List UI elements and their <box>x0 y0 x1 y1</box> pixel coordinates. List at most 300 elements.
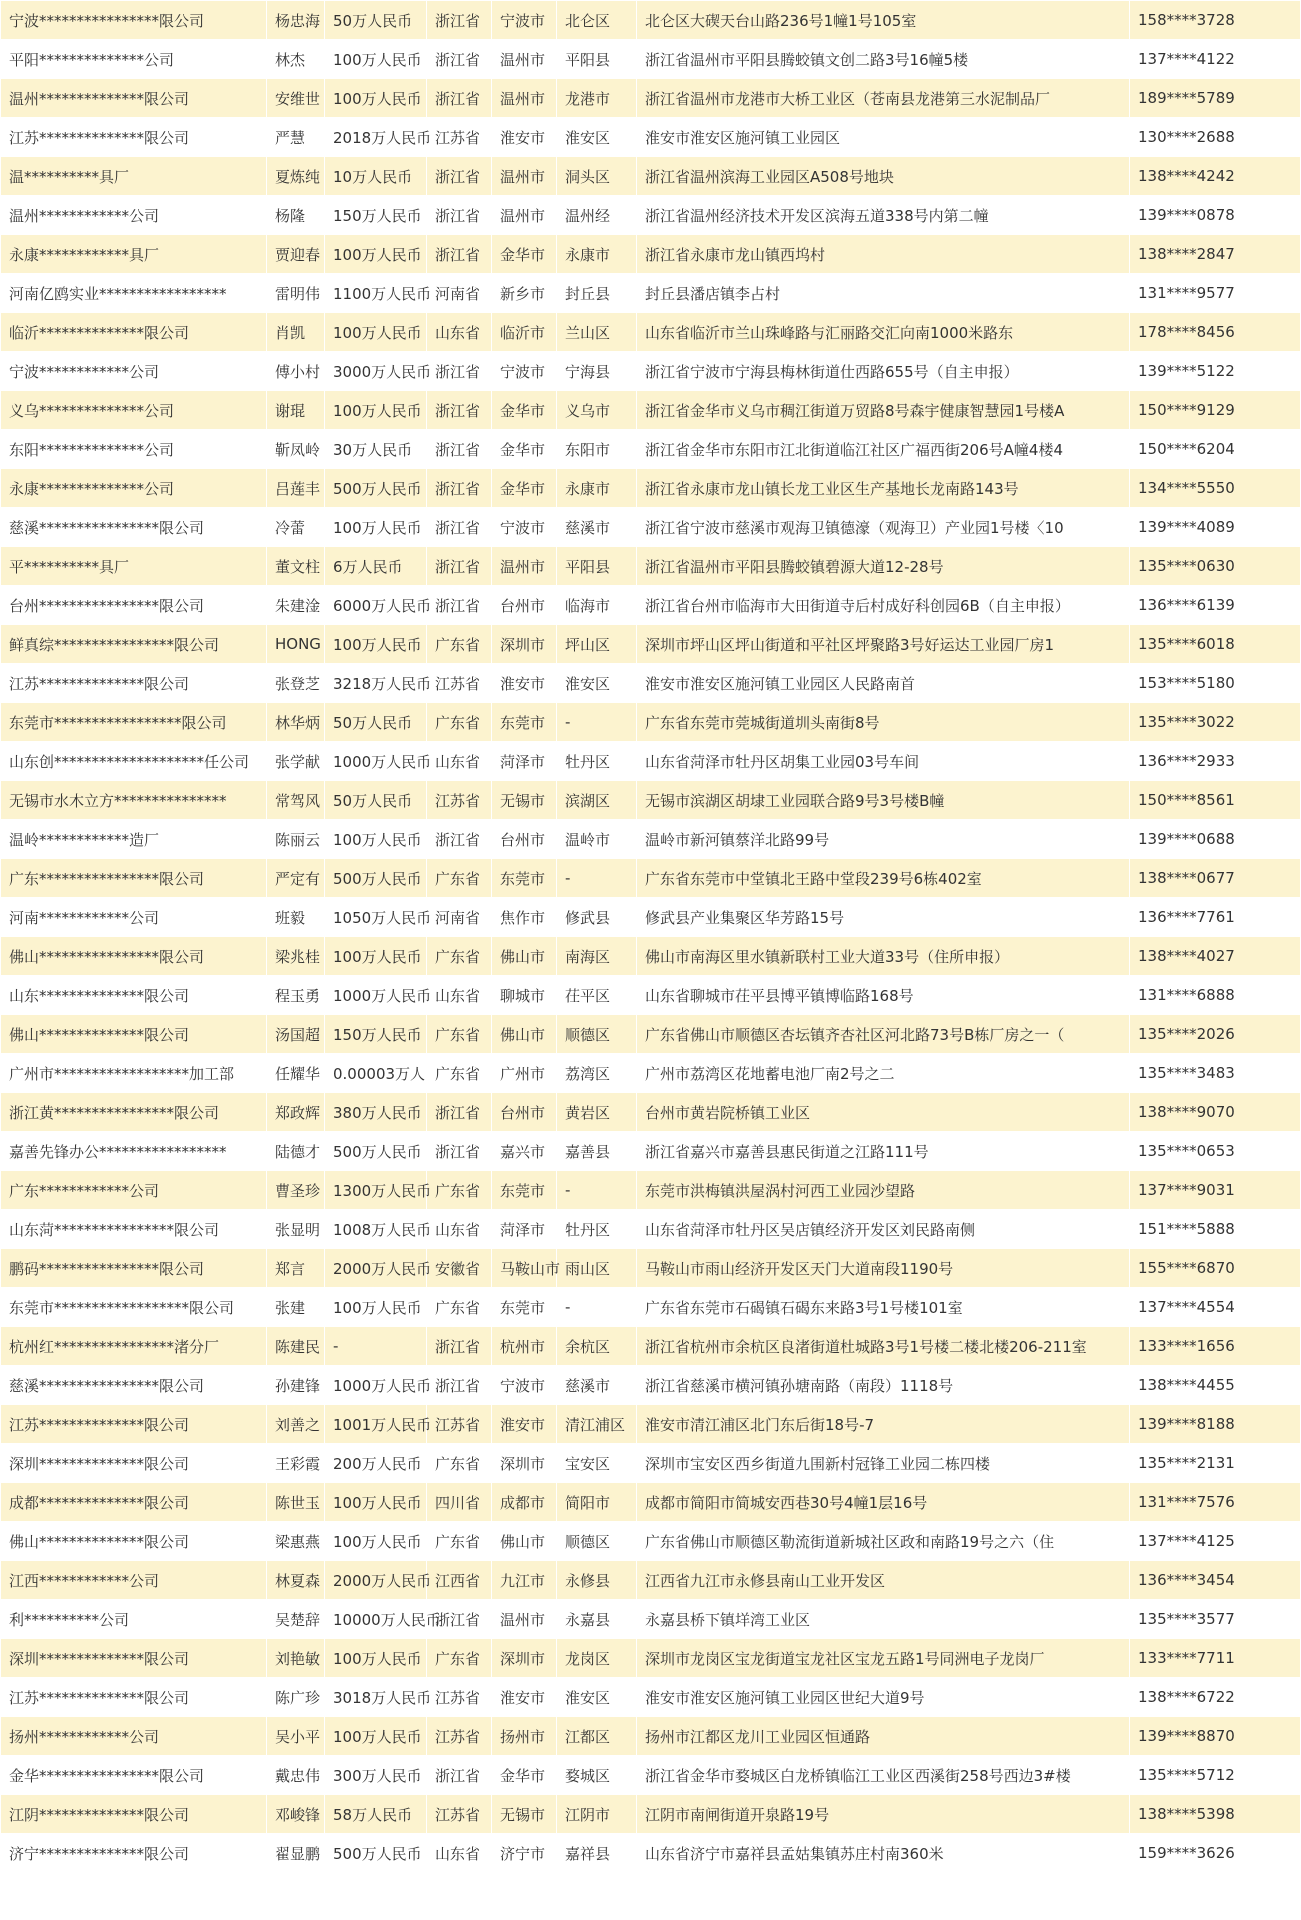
table-row <box>1 1015 1301 1054</box>
address-cell: 广东省东莞市中堂镇北王路中堂段239号6栋402室 <box>637 859 1130 898</box>
table-row <box>1 1444 1301 1483</box>
company-name-cell: 鹏码****************限公司 <box>1 1249 267 1288</box>
company-name-cell: 慈溪****************限公司 <box>1 1366 267 1405</box>
company-name-cell: 温州**************限公司 <box>1 79 267 118</box>
district-cell: 黄岩区 <box>557 1093 637 1132</box>
phone-cell: 134****5550 <box>1130 469 1301 508</box>
contact-name-cell: 郑言 <box>267 1249 325 1288</box>
company-name-cell: 江苏**************限公司 <box>1 664 267 703</box>
province-cell: 江西省 <box>427 1561 492 1600</box>
contact-name-cell: 冷蕾 <box>267 508 325 547</box>
company-name-cell: 临沂**************限公司 <box>1 313 267 352</box>
contact-name-cell: 孙建锋 <box>267 1366 325 1405</box>
company-name-cell: 山东**************限公司 <box>1 976 267 1015</box>
phone-cell: 138****4455 <box>1130 1366 1301 1405</box>
company-name-cell: 佛山****************限公司 <box>1 937 267 976</box>
province-cell: 浙江省 <box>427 79 492 118</box>
company-name-cell: 佛山**************限公司 <box>1 1015 267 1054</box>
phone-cell: 130****2688 <box>1130 118 1301 157</box>
table-row <box>1 703 1301 742</box>
company-name-cell: 台州****************限公司 <box>1 586 267 625</box>
contact-name-cell: 张显明 <box>267 1210 325 1249</box>
contact-name-cell: 曹圣珍 <box>267 1171 325 1210</box>
table-row <box>1 1834 1301 1873</box>
table-row <box>1 1210 1301 1249</box>
phone-cell: 158****3728 <box>1130 1 1301 40</box>
city-cell: 佛山市 <box>492 1015 557 1054</box>
contact-name-cell: 林杰 <box>267 40 325 79</box>
company-name-cell: 河南************公司 <box>1 898 267 937</box>
address-cell: 佛山市南海区里水镇新联村工业大道33号（住所申报） <box>637 937 1130 976</box>
province-cell: 山东省 <box>427 742 492 781</box>
company-name-cell: 杭州红****************渚分厂 <box>1 1327 267 1366</box>
table-row <box>1 469 1301 508</box>
company-name-cell: 山东创********************任公司 <box>1 742 267 781</box>
company-name-cell: 扬州************公司 <box>1 1717 267 1756</box>
phone-cell: 135****2026 <box>1130 1015 1301 1054</box>
district-cell: 修武县 <box>557 898 637 937</box>
phone-cell: 178****8456 <box>1130 313 1301 352</box>
district-cell: 荔湾区 <box>557 1054 637 1093</box>
phone-cell: 138****9070 <box>1130 1093 1301 1132</box>
company-name-cell: 济宁**************限公司 <box>1 1834 267 1873</box>
phone-cell: 139****4089 <box>1130 508 1301 547</box>
company-name-cell: 广东****************限公司 <box>1 859 267 898</box>
province-cell: 浙江省 <box>427 1 492 40</box>
phone-cell: 137****9031 <box>1130 1171 1301 1210</box>
company-name-cell: 浙江黄****************限公司 <box>1 1093 267 1132</box>
company-name-cell: 平阳**************公司 <box>1 40 267 79</box>
city-cell: 金华市 <box>492 1756 557 1795</box>
province-cell: 广东省 <box>427 1639 492 1678</box>
district-cell: 温州经 <box>557 196 637 235</box>
contact-name-cell: 张登芝 <box>267 664 325 703</box>
registered-capital-cell: 50万人民币 <box>325 1 427 40</box>
contact-name-cell: 吴楚辞 <box>267 1600 325 1639</box>
company-name-cell: 成都**************限公司 <box>1 1483 267 1522</box>
table-row <box>1 1795 1301 1834</box>
contact-name-cell: 张学献 <box>267 742 325 781</box>
city-cell: 宁波市 <box>492 1366 557 1405</box>
city-cell: 无锡市 <box>492 781 557 820</box>
address-cell: 浙江省金华市义乌市稠江街道万贸路8号森宇健康智慧园1号楼A <box>637 391 1130 430</box>
phone-cell: 135****5712 <box>1130 1756 1301 1795</box>
district-cell: 茌平区 <box>557 976 637 1015</box>
city-cell: 临沂市 <box>492 313 557 352</box>
city-cell: 金华市 <box>492 469 557 508</box>
contact-name-cell: 贾迎春 <box>267 235 325 274</box>
table-row <box>1 508 1301 547</box>
district-cell: 江阴市 <box>557 1795 637 1834</box>
contact-name-cell: 朱建淦 <box>267 586 325 625</box>
registered-capital-cell: 100万人民币 <box>325 1288 427 1327</box>
registered-capital-cell: 100万人民币 <box>325 313 427 352</box>
table-row <box>1 1561 1301 1600</box>
contact-name-cell: HONG <box>267 625 325 664</box>
district-cell: 兰山区 <box>557 313 637 352</box>
city-cell: 温州市 <box>492 196 557 235</box>
table-row <box>1 1366 1301 1405</box>
table-row <box>1 1678 1301 1717</box>
province-cell: 江苏省 <box>427 1795 492 1834</box>
company-name-cell: 金华****************限公司 <box>1 1756 267 1795</box>
city-cell: 菏泽市 <box>492 742 557 781</box>
table-row <box>1 1522 1301 1561</box>
city-cell: 九江市 <box>492 1561 557 1600</box>
city-cell: 无锡市 <box>492 1795 557 1834</box>
phone-cell: 136****7761 <box>1130 898 1301 937</box>
city-cell: 广州市 <box>492 1054 557 1093</box>
phone-cell: 138****5398 <box>1130 1795 1301 1834</box>
phone-cell: 133****7711 <box>1130 1639 1301 1678</box>
contact-name-cell: 董文柱 <box>267 547 325 586</box>
contact-name-cell: 吴小平 <box>267 1717 325 1756</box>
city-cell: 聊城市 <box>492 976 557 1015</box>
phone-cell: 136****2933 <box>1130 742 1301 781</box>
phone-cell: 189****5789 <box>1130 79 1301 118</box>
phone-cell: 137****4122 <box>1130 40 1301 79</box>
registered-capital-cell: 200万人民币 <box>325 1444 427 1483</box>
province-cell: 广东省 <box>427 703 492 742</box>
district-cell: 雨山区 <box>557 1249 637 1288</box>
address-cell: 广东省佛山市顺德区杏坛镇齐杏社区河北路73号B栋厂房之一（ <box>637 1015 1130 1054</box>
province-cell: 河南省 <box>427 274 492 313</box>
table-row <box>1 898 1301 937</box>
city-cell: 菏泽市 <box>492 1210 557 1249</box>
phone-cell: 137****4125 <box>1130 1522 1301 1561</box>
city-cell: 扬州市 <box>492 1717 557 1756</box>
province-cell: 广东省 <box>427 1444 492 1483</box>
table-row <box>1 1093 1301 1132</box>
table-row <box>1 313 1301 352</box>
registered-capital-cell: 0.00003万人 <box>325 1054 427 1093</box>
address-cell: 浙江省金华市东阳市江北街道临江社区广福西街206号A幢4楼4 <box>637 430 1130 469</box>
city-cell: 金华市 <box>492 235 557 274</box>
province-cell: 浙江省 <box>427 430 492 469</box>
contact-name-cell: 陈丽云 <box>267 820 325 859</box>
table-row <box>1 625 1301 664</box>
company-name-cell: 无锡市水木立方*************** <box>1 781 267 820</box>
phone-cell: 138****4242 <box>1130 157 1301 196</box>
phone-cell: 139****0878 <box>1130 196 1301 235</box>
contact-name-cell: 任耀华 <box>267 1054 325 1093</box>
company-name-cell: 温**********具厂 <box>1 157 267 196</box>
district-cell: 宝安区 <box>557 1444 637 1483</box>
contact-name-cell: 陆德才 <box>267 1132 325 1171</box>
district-cell: 婺城区 <box>557 1756 637 1795</box>
address-cell: 东莞市洪梅镇洪屋涡村河西工业园沙望路 <box>637 1171 1130 1210</box>
address-cell: 浙江省金华市婺城区白龙桥镇临江工业区西溪街258号西边3#楼 <box>637 1756 1130 1795</box>
company-name-cell: 宁波************公司 <box>1 352 267 391</box>
address-cell: 扬州市江都区龙川工业园区恒通路 <box>637 1717 1130 1756</box>
address-cell: 浙江省温州市龙港市大桥工业区（苍南县龙港第三水泥制品厂 <box>637 79 1130 118</box>
address-cell: 山东省菏泽市牡丹区胡集工业园03号车间 <box>637 742 1130 781</box>
registered-capital-cell: 100万人民币 <box>325 1522 427 1561</box>
address-cell: 修武县产业集聚区华芳路15号 <box>637 898 1130 937</box>
contact-name-cell: 严定有 <box>267 859 325 898</box>
address-cell: 江阴市南闸街道开泉路19号 <box>637 1795 1130 1834</box>
registered-capital-cell: 1008万人民币 <box>325 1210 427 1249</box>
phone-cell: 139****0688 <box>1130 820 1301 859</box>
contact-name-cell: 林夏森 <box>267 1561 325 1600</box>
city-cell: 淮安市 <box>492 1405 557 1444</box>
province-cell: 河南省 <box>427 898 492 937</box>
province-cell: 浙江省 <box>427 196 492 235</box>
province-cell: 广东省 <box>427 625 492 664</box>
contact-name-cell: 梁兆桂 <box>267 937 325 976</box>
registered-capital-cell: 500万人民币 <box>325 1132 427 1171</box>
registered-capital-cell: 500万人民币 <box>325 1834 427 1873</box>
district-cell: 滨湖区 <box>557 781 637 820</box>
address-cell: 浙江省宁波市慈溪市观海卫镇德濠（观海卫）产业园1号楼〈10 <box>637 508 1130 547</box>
table-row <box>1 976 1301 1015</box>
contact-name-cell: 严慧 <box>267 118 325 157</box>
address-cell: 浙江省永康市龙山镇长龙工业区生产基地长龙南路143号 <box>637 469 1130 508</box>
address-cell: 淮安市淮安区施河镇工业园区 <box>637 118 1130 157</box>
city-cell: 深圳市 <box>492 1444 557 1483</box>
district-cell: 平阳县 <box>557 40 637 79</box>
contact-name-cell: 杨隆 <box>267 196 325 235</box>
province-cell: 浙江省 <box>427 1132 492 1171</box>
table-row <box>1 937 1301 976</box>
province-cell: 江苏省 <box>427 1678 492 1717</box>
province-cell: 江苏省 <box>427 781 492 820</box>
company-name-cell: 河南亿鸥实业***************** <box>1 274 267 313</box>
address-cell: 浙江省台州市临海市大田街道寺后村成好科创园6B（自主申报） <box>637 586 1130 625</box>
district-cell: - <box>557 1171 637 1210</box>
address-cell: 浙江省温州市平阳县腾蛟镇碧源大道12-28号 <box>637 547 1130 586</box>
address-cell: 浙江省温州市平阳县腾蛟镇文创二路3号16幢5楼 <box>637 40 1130 79</box>
registered-capital-cell: 58万人民币 <box>325 1795 427 1834</box>
contact-name-cell: 杨忠海 <box>267 1 325 40</box>
city-cell: 温州市 <box>492 79 557 118</box>
province-cell: 江苏省 <box>427 1717 492 1756</box>
city-cell: 温州市 <box>492 1600 557 1639</box>
company-name-cell: 宁波****************限公司 <box>1 1 267 40</box>
registered-capital-cell: 1050万人民币 <box>325 898 427 937</box>
contact-name-cell: 靳凤岭 <box>267 430 325 469</box>
table-row <box>1 1639 1301 1678</box>
phone-cell: 150****9129 <box>1130 391 1301 430</box>
city-cell: 台州市 <box>492 820 557 859</box>
district-cell: 永修县 <box>557 1561 637 1600</box>
phone-cell: 135****6018 <box>1130 625 1301 664</box>
registered-capital-cell: 1000万人民币 <box>325 1366 427 1405</box>
district-cell: 慈溪市 <box>557 508 637 547</box>
city-cell: 东莞市 <box>492 1171 557 1210</box>
contact-name-cell: 班毅 <box>267 898 325 937</box>
registered-capital-cell: 100万人民币 <box>325 40 427 79</box>
city-cell: 宁波市 <box>492 1 557 40</box>
address-cell: 深圳市龙岗区宝龙街道宝龙社区宝龙五路1号同洲电子龙岗厂 <box>637 1639 1130 1678</box>
registered-capital-cell: 100万人民币 <box>325 508 427 547</box>
contact-name-cell: 安维世 <box>267 79 325 118</box>
district-cell: 牡丹区 <box>557 742 637 781</box>
registered-capital-cell: 100万人民币 <box>325 235 427 274</box>
province-cell: 广东省 <box>427 1522 492 1561</box>
phone-cell: 131****6888 <box>1130 976 1301 1015</box>
company-name-cell: 温岭************造厂 <box>1 820 267 859</box>
registered-capital-cell: 2000万人民币 <box>325 1249 427 1288</box>
phone-cell: 139****5122 <box>1130 352 1301 391</box>
district-cell: 龙岗区 <box>557 1639 637 1678</box>
registered-capital-cell: 3218万人民币 <box>325 664 427 703</box>
address-cell: 浙江省杭州市余杭区良渚街道杜城路3号1号楼二楼北楼206-211室 <box>637 1327 1130 1366</box>
registered-capital-cell: 3018万人民币 <box>325 1678 427 1717</box>
phone-cell: 138****2847 <box>1130 235 1301 274</box>
district-cell: 南海区 <box>557 937 637 976</box>
contact-name-cell: 刘善之 <box>267 1405 325 1444</box>
registered-capital-cell: 2018万人民币 <box>325 118 427 157</box>
address-cell: 浙江省宁波市宁海县梅林街道仕西路655号（自主申报） <box>637 352 1130 391</box>
company-name-cell: 东莞市******************限公司 <box>1 1288 267 1327</box>
city-cell: 杭州市 <box>492 1327 557 1366</box>
address-cell: 浙江省温州经济技术开发区滨海五道338号内第二幢 <box>637 196 1130 235</box>
contact-name-cell: 陈广珍 <box>267 1678 325 1717</box>
company-name-cell: 江苏**************限公司 <box>1 1678 267 1717</box>
address-cell: 台州市黄岩院桥镇工业区 <box>637 1093 1130 1132</box>
phone-cell: 138****4027 <box>1130 937 1301 976</box>
contact-name-cell: 张建 <box>267 1288 325 1327</box>
phone-cell: 138****0677 <box>1130 859 1301 898</box>
district-cell: 永康市 <box>557 469 637 508</box>
address-cell: 淮安市清江浦区北门东后街18号-7 <box>637 1405 1130 1444</box>
registered-capital-cell: 30万人民币 <box>325 430 427 469</box>
contact-name-cell: 翟显鹏 <box>267 1834 325 1873</box>
province-cell: 浙江省 <box>427 157 492 196</box>
phone-cell: 150****6204 <box>1130 430 1301 469</box>
registered-capital-cell: 150万人民币 <box>325 196 427 235</box>
district-cell: 永嘉县 <box>557 1600 637 1639</box>
city-cell: 宁波市 <box>492 352 557 391</box>
district-cell: 北仑区 <box>557 1 637 40</box>
company-name-cell: 佛山**************限公司 <box>1 1522 267 1561</box>
company-name-cell: 东阳**************公司 <box>1 430 267 469</box>
registered-capital-cell: 100万人民币 <box>325 79 427 118</box>
address-cell: 广州市荔湾区花地蓄电池厂南2号之二 <box>637 1054 1130 1093</box>
table-row <box>1 547 1301 586</box>
contact-name-cell: 夏炼纯 <box>267 157 325 196</box>
province-cell: 安徽省 <box>427 1249 492 1288</box>
company-name-cell: 永康************具厂 <box>1 235 267 274</box>
district-cell: 宁海县 <box>557 352 637 391</box>
phone-cell: 135****3577 <box>1130 1600 1301 1639</box>
city-cell: 温州市 <box>492 157 557 196</box>
contact-name-cell: 刘艳敏 <box>267 1639 325 1678</box>
city-cell: 台州市 <box>492 586 557 625</box>
address-cell: 成都市简阳市简城安西巷30号4幢1层16号 <box>637 1483 1130 1522</box>
address-cell: 山东省临沂市兰山珠峰路与汇丽路交汇向南1000米路东 <box>637 313 1130 352</box>
registered-capital-cell: 50万人民币 <box>325 703 427 742</box>
table-row <box>1 79 1301 118</box>
table-row <box>1 1327 1301 1366</box>
contact-name-cell: 王彩霞 <box>267 1444 325 1483</box>
registered-capital-cell: 100万人民币 <box>325 1717 427 1756</box>
phone-cell: 131****9577 <box>1130 274 1301 313</box>
city-cell: 金华市 <box>492 430 557 469</box>
table-row <box>1 157 1301 196</box>
table-row <box>1 235 1301 274</box>
registered-capital-cell: 10万人民币 <box>325 157 427 196</box>
district-cell: 慈溪市 <box>557 1366 637 1405</box>
address-cell: 浙江省嘉兴市嘉善县惠民街道之江路111号 <box>637 1132 1130 1171</box>
district-cell: 顺德区 <box>557 1015 637 1054</box>
phone-cell: 155****6870 <box>1130 1249 1301 1288</box>
province-cell: 浙江省 <box>427 235 492 274</box>
table-row <box>1 859 1301 898</box>
address-cell: 马鞍山市雨山经济开发区天门大道南段1190号 <box>637 1249 1130 1288</box>
phone-cell: 135****3483 <box>1130 1054 1301 1093</box>
city-cell: 佛山市 <box>492 1522 557 1561</box>
company-name-cell: 深圳**************限公司 <box>1 1444 267 1483</box>
district-cell: 封丘县 <box>557 274 637 313</box>
address-cell: 广东省佛山市顺德区勒流街道新城社区政和南路19号之六（住 <box>637 1522 1130 1561</box>
province-cell: 浙江省 <box>427 391 492 430</box>
registered-capital-cell: 1001万人民币 <box>325 1405 427 1444</box>
registered-capital-cell: 300万人民币 <box>325 1756 427 1795</box>
registered-capital-cell: 100万人民币 <box>325 820 427 859</box>
contact-name-cell: 程玉勇 <box>267 976 325 1015</box>
address-cell: 浙江省永康市龙山镇西坞村 <box>637 235 1130 274</box>
district-cell: 顺德区 <box>557 1522 637 1561</box>
phone-cell: 135****0653 <box>1130 1132 1301 1171</box>
district-cell: 淮安区 <box>557 1678 637 1717</box>
province-cell: 山东省 <box>427 1210 492 1249</box>
table-body <box>1 1 1301 1873</box>
table-row <box>1 586 1301 625</box>
address-cell: 深圳市坪山区坪山街道和平社区坪聚路3号好运达工业园厂房1 <box>637 625 1130 664</box>
district-cell: 牡丹区 <box>557 1210 637 1249</box>
company-name-cell: 嘉善先锋办公***************** <box>1 1132 267 1171</box>
contact-name-cell: 林华炳 <box>267 703 325 742</box>
table-row <box>1 1171 1301 1210</box>
table-row <box>1 40 1301 79</box>
contact-name-cell: 陈建民 <box>267 1327 325 1366</box>
contact-name-cell: 郑政辉 <box>267 1093 325 1132</box>
city-cell: 深圳市 <box>492 625 557 664</box>
registered-capital-cell: - <box>325 1327 427 1366</box>
city-cell: 焦作市 <box>492 898 557 937</box>
registered-capital-cell: 500万人民币 <box>325 859 427 898</box>
city-cell: 东莞市 <box>492 703 557 742</box>
address-cell: 封丘县潘店镇李占村 <box>637 274 1130 313</box>
city-cell: 东莞市 <box>492 1288 557 1327</box>
phone-cell: 136****3454 <box>1130 1561 1301 1600</box>
registered-capital-cell: 100万人民币 <box>325 1483 427 1522</box>
province-cell: 浙江省 <box>427 352 492 391</box>
province-cell: 江苏省 <box>427 118 492 157</box>
province-cell: 广东省 <box>427 1054 492 1093</box>
contact-name-cell: 梁惠燕 <box>267 1522 325 1561</box>
address-cell: 北仑区大碶天台山路236号1幢1号105室 <box>637 1 1130 40</box>
phone-cell: 139****8188 <box>1130 1405 1301 1444</box>
district-cell: - <box>557 1288 637 1327</box>
registered-capital-cell: 500万人民币 <box>325 469 427 508</box>
company-name-cell: 江苏**************限公司 <box>1 118 267 157</box>
province-cell: 广东省 <box>427 937 492 976</box>
table-row <box>1 274 1301 313</box>
contact-name-cell: 汤国超 <box>267 1015 325 1054</box>
phone-cell: 133****1656 <box>1130 1327 1301 1366</box>
province-cell: 浙江省 <box>427 508 492 547</box>
registered-capital-cell: 3000万人民币 <box>325 352 427 391</box>
address-cell: 淮安市淮安区施河镇工业园区人民路南首 <box>637 664 1130 703</box>
company-name-cell: 温州************公司 <box>1 196 267 235</box>
contact-name-cell: 谢琨 <box>267 391 325 430</box>
province-cell: 广东省 <box>427 1171 492 1210</box>
table-row <box>1 1054 1301 1093</box>
district-cell: 龙港市 <box>557 79 637 118</box>
